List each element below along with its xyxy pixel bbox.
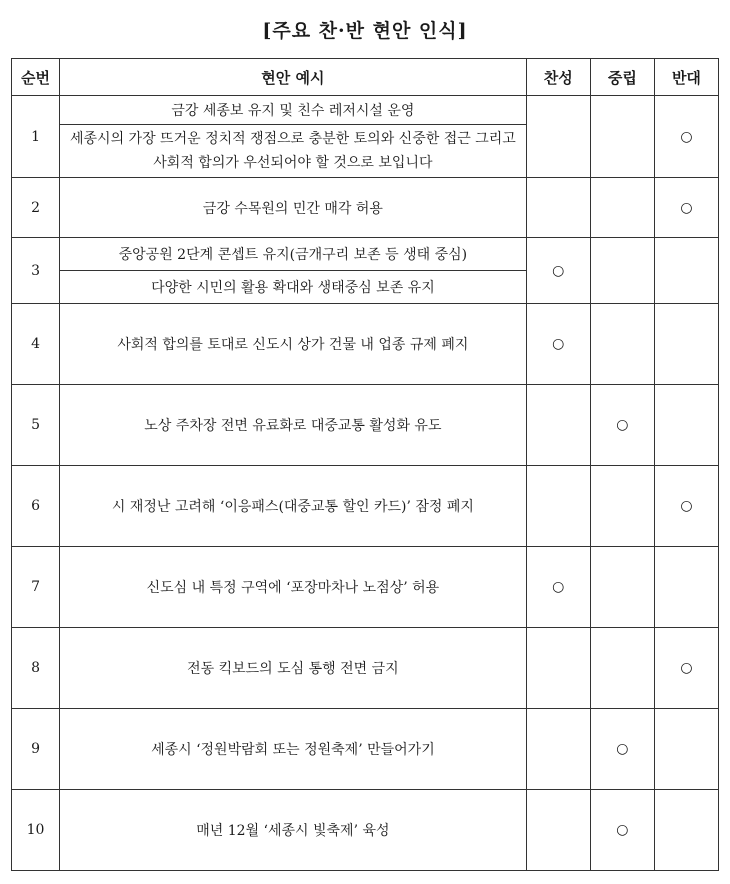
issue-item bbox=[60, 238, 527, 304]
neutral-mark: ○ bbox=[590, 709, 654, 790]
issue-main-text: 세종시 ‘정원박람회 또는 정원축제’ 만들어가기 bbox=[151, 742, 435, 758]
agree-mark bbox=[526, 96, 590, 178]
oppose-mark bbox=[654, 709, 718, 790]
issue-sub-text: 다양한 시민의 활용 확대와 생태중심 보존 유지 bbox=[151, 280, 435, 296]
table-row bbox=[12, 178, 719, 238]
row-number: 3 bbox=[12, 238, 60, 304]
issue-main-text: 전동 킥보드의 도심 통행 전면 금지 bbox=[187, 661, 399, 677]
issue-main-text: 중앙공원 2단계 콘셉트 유지(금개구리 보존 등 생태 중심) bbox=[60, 238, 526, 271]
row-number: 9 bbox=[12, 709, 60, 790]
agree-mark: ○ bbox=[526, 547, 590, 628]
issue-table bbox=[11, 58, 719, 871]
issue-main-text: 사회적 합의를 토대로 신도시 상가 건물 내 업종 규제 폐지 bbox=[117, 337, 469, 353]
header-item: 현안 예시 bbox=[60, 59, 527, 96]
issue-main-text: 노상 주차장 전면 유료화로 대중교통 활성화 유도 bbox=[144, 418, 442, 434]
agree-mark bbox=[526, 385, 590, 466]
issue-item bbox=[60, 178, 527, 238]
header-row bbox=[12, 59, 719, 96]
table-row bbox=[12, 709, 719, 790]
oppose-mark bbox=[654, 385, 718, 466]
issue-main-text: 매년 12월 ‘세종시 빛축제’ 육성 bbox=[196, 823, 390, 839]
agree-mark bbox=[526, 178, 590, 238]
issue-main-text: 시 재정난 고려해 ‘이응패스(대중교통 할인 카드)’ 잠정 폐지 bbox=[111, 499, 474, 515]
table-row bbox=[12, 304, 719, 385]
row-number: 1 bbox=[12, 96, 60, 178]
row-number: 6 bbox=[12, 466, 60, 547]
neutral-mark: ○ bbox=[590, 385, 654, 466]
neutral-mark: ○ bbox=[590, 790, 654, 871]
neutral-mark bbox=[590, 96, 654, 178]
issue-main-text: 금강 수목원의 민간 매각 허용 bbox=[202, 200, 383, 217]
row-number: 7 bbox=[12, 547, 60, 628]
oppose-mark bbox=[654, 304, 718, 385]
header-neutral: 중립 bbox=[590, 59, 654, 96]
neutral-mark bbox=[590, 547, 654, 628]
oppose-mark bbox=[654, 790, 718, 871]
oppose-mark bbox=[654, 238, 718, 304]
agree-mark bbox=[526, 709, 590, 790]
table-row bbox=[12, 547, 719, 628]
neutral-mark bbox=[590, 304, 654, 385]
row-number: 5 bbox=[12, 385, 60, 466]
page-title: [주요 찬·반 현안 인식] bbox=[262, 20, 468, 42]
neutral-mark bbox=[590, 466, 654, 547]
row-number: 2 bbox=[12, 178, 60, 238]
table-row bbox=[12, 790, 719, 871]
issue-item bbox=[60, 304, 527, 385]
neutral-mark bbox=[590, 238, 654, 304]
issue-item bbox=[60, 385, 527, 466]
issue-item bbox=[60, 466, 527, 547]
header-no: 순번 bbox=[12, 59, 60, 96]
header-agree: 찬성 bbox=[526, 59, 590, 96]
row-number: 8 bbox=[12, 628, 60, 709]
header-oppose: 반대 bbox=[654, 59, 718, 96]
oppose-mark: ○ bbox=[654, 466, 718, 547]
table-row bbox=[12, 96, 719, 178]
issue-item bbox=[60, 96, 527, 178]
agree-mark: ○ bbox=[526, 238, 590, 304]
oppose-mark: ○ bbox=[654, 178, 718, 238]
agree-mark bbox=[526, 790, 590, 871]
table-row bbox=[12, 385, 719, 466]
table-row bbox=[12, 238, 719, 304]
agree-mark: ○ bbox=[526, 304, 590, 385]
issue-item bbox=[60, 709, 527, 790]
oppose-mark: ○ bbox=[654, 96, 718, 178]
issue-main-text: 신도심 내 특정 구역에 ‘포장마차나 노점상’ 허용 bbox=[146, 580, 440, 596]
table-row bbox=[12, 466, 719, 547]
issue-item bbox=[60, 628, 527, 709]
issue-sub-text: 세종시의 가장 뜨거운 정치적 쟁점으로 충분한 토의와 신중한 접근 그리고 사회적 합의가 우선되어야 할 것으로 보입니다 bbox=[70, 131, 516, 171]
row-number: 10 bbox=[12, 790, 60, 871]
oppose-mark bbox=[654, 547, 718, 628]
oppose-mark: ○ bbox=[654, 628, 718, 709]
row-number: 4 bbox=[12, 304, 60, 385]
issue-item bbox=[60, 547, 527, 628]
issue-item bbox=[60, 790, 527, 871]
neutral-mark bbox=[590, 178, 654, 238]
neutral-mark bbox=[590, 628, 654, 709]
table-row bbox=[12, 628, 719, 709]
issue-main-text: 금강 세종보 유지 및 친수 레저시설 운영 bbox=[60, 96, 526, 125]
agree-mark bbox=[526, 628, 590, 709]
agree-mark bbox=[526, 466, 590, 547]
